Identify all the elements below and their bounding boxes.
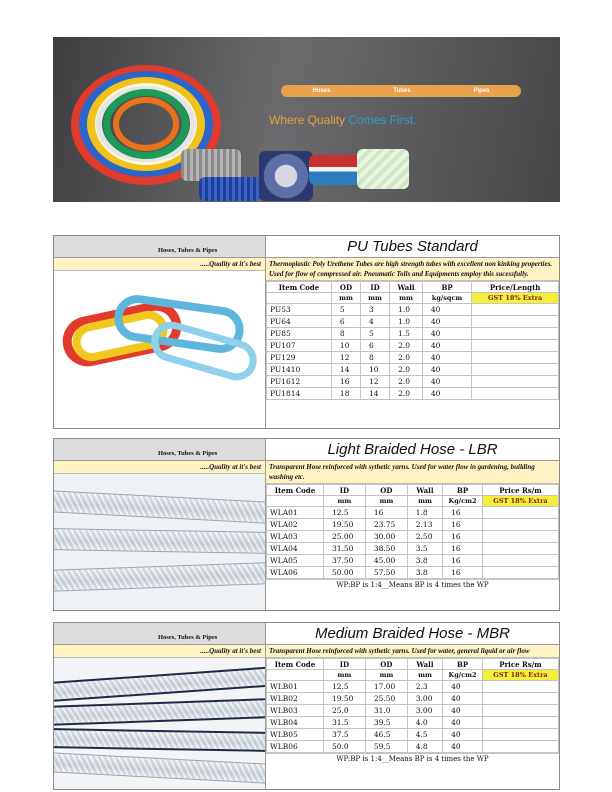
unit-cell: Kg/cm2 (443, 670, 483, 681)
spec-cell (482, 717, 558, 729)
item-code-cell: WLB04 (267, 717, 324, 729)
spec-table (266, 484, 559, 579)
unit-cell: mm (407, 496, 442, 507)
spec-cell (472, 364, 559, 376)
banner-tagline (269, 113, 416, 127)
product-section-pu-tubes (53, 235, 560, 429)
spec-cell: 40 (422, 388, 471, 400)
col-item-code: Item Code (267, 485, 324, 496)
spec-cell (472, 304, 559, 316)
spec-header-row (267, 659, 559, 670)
quality-slogan: .....Quality at it's best (54, 645, 265, 658)
table-row (267, 681, 559, 693)
hero-banner (53, 37, 560, 202)
spec-cell: 3.5 (407, 543, 442, 555)
spec-cell (482, 741, 558, 753)
spec-cell: 40 (443, 705, 483, 717)
spec-cell: 25.0 (323, 705, 365, 717)
spec-cell: 40 (443, 681, 483, 693)
spec-cell: 31.50 (323, 543, 365, 555)
table-row (267, 717, 559, 729)
item-code-cell: WLB02 (267, 693, 324, 705)
product-section-light-braided-hose (53, 438, 560, 611)
unit-cell: mm (407, 670, 442, 681)
spec-cell: 40 (422, 376, 471, 388)
item-code-cell: WLB03 (267, 705, 324, 717)
spec-cell: 12.5 (323, 681, 365, 693)
col-bp: BP (422, 282, 471, 293)
wp-bp-note: WP:BP is 1:4__Means BP is 4 times the WP (266, 753, 559, 764)
spec-units-row (267, 293, 559, 304)
spec-cell: 25.00 (323, 531, 365, 543)
item-code-cell: WLA02 (267, 519, 324, 531)
banner-nav-pipes[interactable]: Pipes (473, 88, 490, 94)
spec-cell: 6 (331, 316, 360, 328)
section-title: PU Tubes Standard (347, 238, 478, 255)
unit-cell: mm (390, 293, 423, 304)
spec-header-row (267, 282, 559, 293)
banner-nav (281, 85, 521, 97)
banner-nav-tubes[interactable]: Tubes (393, 88, 411, 94)
unit-cell: kg/sqcm (422, 293, 471, 304)
col-item-code: Item Code (267, 282, 332, 293)
spec-cell: 4.5 (407, 729, 442, 741)
spec-cell (482, 567, 558, 579)
item-code-cell: WLB05 (267, 729, 324, 741)
spec-cell: 57.50 (365, 567, 407, 579)
spec-cell: 4 (361, 316, 390, 328)
spec-cell: 3.00 (407, 693, 442, 705)
spec-cell: 40 (422, 364, 471, 376)
spec-cell: 12 (361, 376, 390, 388)
spec-cell: 1.8 (407, 507, 442, 519)
spec-cell: 16 (443, 519, 483, 531)
spec-cell: 16 (443, 543, 483, 555)
spec-cell: 14 (361, 388, 390, 400)
spec-cell: 16 (443, 507, 483, 519)
spec-cell: 45.00 (365, 555, 407, 567)
table-row (267, 352, 559, 364)
col-od: OD (365, 659, 407, 670)
section-description: Transparent Hose reinforced with sythetic yarns. Used for water, general liquid or air flow (266, 645, 559, 658)
spec-cell: 2.0 (390, 364, 423, 376)
col-id: ID (361, 282, 390, 293)
spec-cell (472, 328, 559, 340)
table-row (267, 364, 559, 376)
spec-cell: 16 (365, 507, 407, 519)
spec-cell: 40 (422, 304, 471, 316)
unit-cell: mm (365, 496, 407, 507)
col-id: ID (323, 485, 365, 496)
spec-cell: 59.5 (365, 741, 407, 753)
table-row (267, 304, 559, 316)
spec-cell: 16 (443, 567, 483, 579)
spec-cell: 40 (422, 328, 471, 340)
spec-cell: 8 (361, 352, 390, 364)
spec-cell: 3.00 (407, 705, 442, 717)
spec-cell: 30.00 (365, 531, 407, 543)
col-bp: BP (443, 659, 483, 670)
table-row (267, 316, 559, 328)
spec-cell: 8 (331, 328, 360, 340)
spec-cell: 19.50 (323, 519, 365, 531)
spec-header-row (267, 485, 559, 496)
spec-cell: 37.50 (323, 555, 365, 567)
unit-cell (267, 496, 324, 507)
light-braided-hose-photo (54, 474, 265, 610)
spec-cell: 40 (443, 693, 483, 705)
product-section-medium-braided-hose (53, 622, 560, 790)
pu-tubes-photo (54, 271, 265, 428)
col-id: ID (323, 659, 365, 670)
table-row (267, 340, 559, 352)
item-code-cell: PU64 (267, 316, 332, 328)
item-code-cell: PU85 (267, 328, 332, 340)
spec-cell: 1.0 (390, 304, 423, 316)
item-code-cell: PU129 (267, 352, 332, 364)
spec-cell: 10 (361, 364, 390, 376)
item-code-cell: WLB06 (267, 741, 324, 753)
col-od: OD (365, 485, 407, 496)
unit-cell: mm (323, 496, 365, 507)
spec-cell: 50.0 (323, 741, 365, 753)
spec-units-row (267, 496, 559, 507)
col-wall: Wall (407, 659, 442, 670)
section-brand: Hoses, Tubes & Pipes (54, 439, 266, 460)
col-wall: Wall (407, 485, 442, 496)
orange-coil-graphic (113, 97, 179, 151)
spec-units-row (267, 670, 559, 681)
spec-cell: 12.5 (323, 507, 365, 519)
spec-cell (482, 681, 558, 693)
spec-cell: 2.0 (390, 352, 423, 364)
item-code-cell: WLA01 (267, 507, 324, 519)
spec-table (266, 658, 559, 753)
col-wall: Wall (390, 282, 423, 293)
spec-cell: 38.50 (365, 543, 407, 555)
section-brand: Hoses, Tubes & Pipes (54, 623, 266, 644)
table-row (267, 388, 559, 400)
banner-nav-hoses[interactable]: Hoses (312, 88, 331, 94)
col-price: Price Rs/m (482, 485, 558, 496)
spec-cell (472, 388, 559, 400)
item-code-cell: WLA04 (267, 543, 324, 555)
tagline-part-1: Where Quality (269, 113, 346, 127)
spec-cell: 2.50 (407, 531, 442, 543)
spec-cell: 2.3 (407, 681, 442, 693)
spec-cell: 39.5 (365, 717, 407, 729)
spec-cell: 12 (331, 352, 360, 364)
spec-cell: 3 (361, 304, 390, 316)
spec-cell: 4.8 (407, 741, 442, 753)
unit-cell: mm (331, 293, 360, 304)
section-title: Light Braided Hose - LBR (327, 441, 498, 458)
spec-cell: 6 (361, 340, 390, 352)
gst-badge: GST 18% Extra (482, 496, 558, 507)
spec-cell: 50.00 (323, 567, 365, 579)
col-item-code: Item Code (267, 659, 324, 670)
spec-cell: 40 (443, 741, 483, 753)
spec-cell (482, 705, 558, 717)
spec-cell: 46.5 (365, 729, 407, 741)
spec-cell: 4.0 (407, 717, 442, 729)
spec-cell: 1.0 (390, 316, 423, 328)
item-code-cell: WLB01 (267, 681, 324, 693)
spec-cell: 2.0 (390, 376, 423, 388)
tagline-part-2: Comes First. (348, 113, 417, 127)
item-code-cell: WLA06 (267, 567, 324, 579)
hose-thumbnail (259, 151, 313, 201)
spec-cell (472, 316, 559, 328)
hose-thumbnail (199, 177, 261, 201)
table-row (267, 741, 559, 753)
gst-badge: GST 18% Extra (482, 670, 558, 681)
section-brand: Hoses, Tubes & Pipes (54, 236, 266, 257)
spec-cell: 40 (422, 340, 471, 352)
quality-slogan: .....Quality at it's best (54, 461, 265, 474)
spec-cell: 40 (443, 717, 483, 729)
spec-cell: 14 (331, 364, 360, 376)
table-row (267, 729, 559, 741)
spec-cell: 17.00 (365, 681, 407, 693)
table-row (267, 507, 559, 519)
spec-cell: 10 (331, 340, 360, 352)
spec-cell: 40 (422, 316, 471, 328)
unit-cell (267, 293, 332, 304)
spec-cell: 2.0 (390, 388, 423, 400)
spec-cell (482, 507, 558, 519)
spec-cell: 2.13 (407, 519, 442, 531)
item-code-cell: PU1612 (267, 376, 332, 388)
table-row (267, 567, 559, 579)
table-row (267, 519, 559, 531)
spec-cell: 16 (331, 376, 360, 388)
spec-cell: 31.0 (365, 705, 407, 717)
spec-cell: 19.50 (323, 693, 365, 705)
spec-table (266, 281, 559, 400)
spec-cell: 18 (331, 388, 360, 400)
spec-cell: 16 (443, 531, 483, 543)
table-row (267, 543, 559, 555)
gst-badge: GST 18% Extra (472, 293, 559, 304)
spec-cell (472, 352, 559, 364)
spec-cell: 3.8 (407, 567, 442, 579)
section-title: Medium Braided Hose - MBR (314, 625, 511, 642)
unit-cell: Kg/cm2 (443, 496, 483, 507)
wp-bp-note: WP:BP is 1:4__Means BP is 4 times the WP (266, 579, 559, 590)
section-description: Transparent Hose reinforced with sythetic yarns. Used for water flow in gardening, building washing etc. (266, 461, 559, 484)
col-price: Price/Length (472, 282, 559, 293)
spec-cell (482, 543, 558, 555)
spec-cell: 2.0 (390, 340, 423, 352)
spec-cell: 16 (443, 555, 483, 567)
medium-braided-hose-photo (54, 658, 265, 789)
spec-cell (472, 376, 559, 388)
item-code-cell: PU107 (267, 340, 332, 352)
col-bp: BP (443, 485, 483, 496)
unit-cell: mm (323, 670, 365, 681)
table-row (267, 693, 559, 705)
hose-thumbnail (357, 149, 409, 189)
table-row (267, 328, 559, 340)
unit-cell (267, 670, 324, 681)
spec-cell (472, 340, 559, 352)
item-code-cell: WLA05 (267, 555, 324, 567)
spec-cell: 25.50 (365, 693, 407, 705)
item-code-cell: PU1410 (267, 364, 332, 376)
item-code-cell: WLA03 (267, 531, 324, 543)
quality-slogan: .....Quality at it's best (54, 258, 265, 271)
spec-cell (482, 531, 558, 543)
item-code-cell: PU1814 (267, 388, 332, 400)
spec-cell (482, 519, 558, 531)
spec-cell (482, 693, 558, 705)
spec-cell (482, 729, 558, 741)
table-row (267, 705, 559, 717)
col-price: Price Rs/m (482, 659, 558, 670)
section-description: Thermoplastic Poly Urethene Tubes are high strength tubes with excellent non kinking properties. Used for flow of compressed air. Pneumatic Tolls and Equipments employ this sucessfully. (266, 258, 559, 281)
spec-cell: 5 (331, 304, 360, 316)
unit-cell: mm (365, 670, 407, 681)
spec-cell: 3.8 (407, 555, 442, 567)
spec-cell: 5 (361, 328, 390, 340)
spec-cell (482, 555, 558, 567)
spec-cell: 31.5 (323, 717, 365, 729)
hose-thumbnail (309, 155, 363, 185)
col-od: OD (331, 282, 360, 293)
item-code-cell: PU53 (267, 304, 332, 316)
spec-cell: 1.5 (390, 328, 423, 340)
spec-cell: 37.5 (323, 729, 365, 741)
unit-cell: mm (361, 293, 390, 304)
table-row (267, 376, 559, 388)
spec-cell: 40 (422, 352, 471, 364)
table-row (267, 531, 559, 543)
spec-cell: 23.75 (365, 519, 407, 531)
spec-cell: 40 (443, 729, 483, 741)
table-row (267, 555, 559, 567)
